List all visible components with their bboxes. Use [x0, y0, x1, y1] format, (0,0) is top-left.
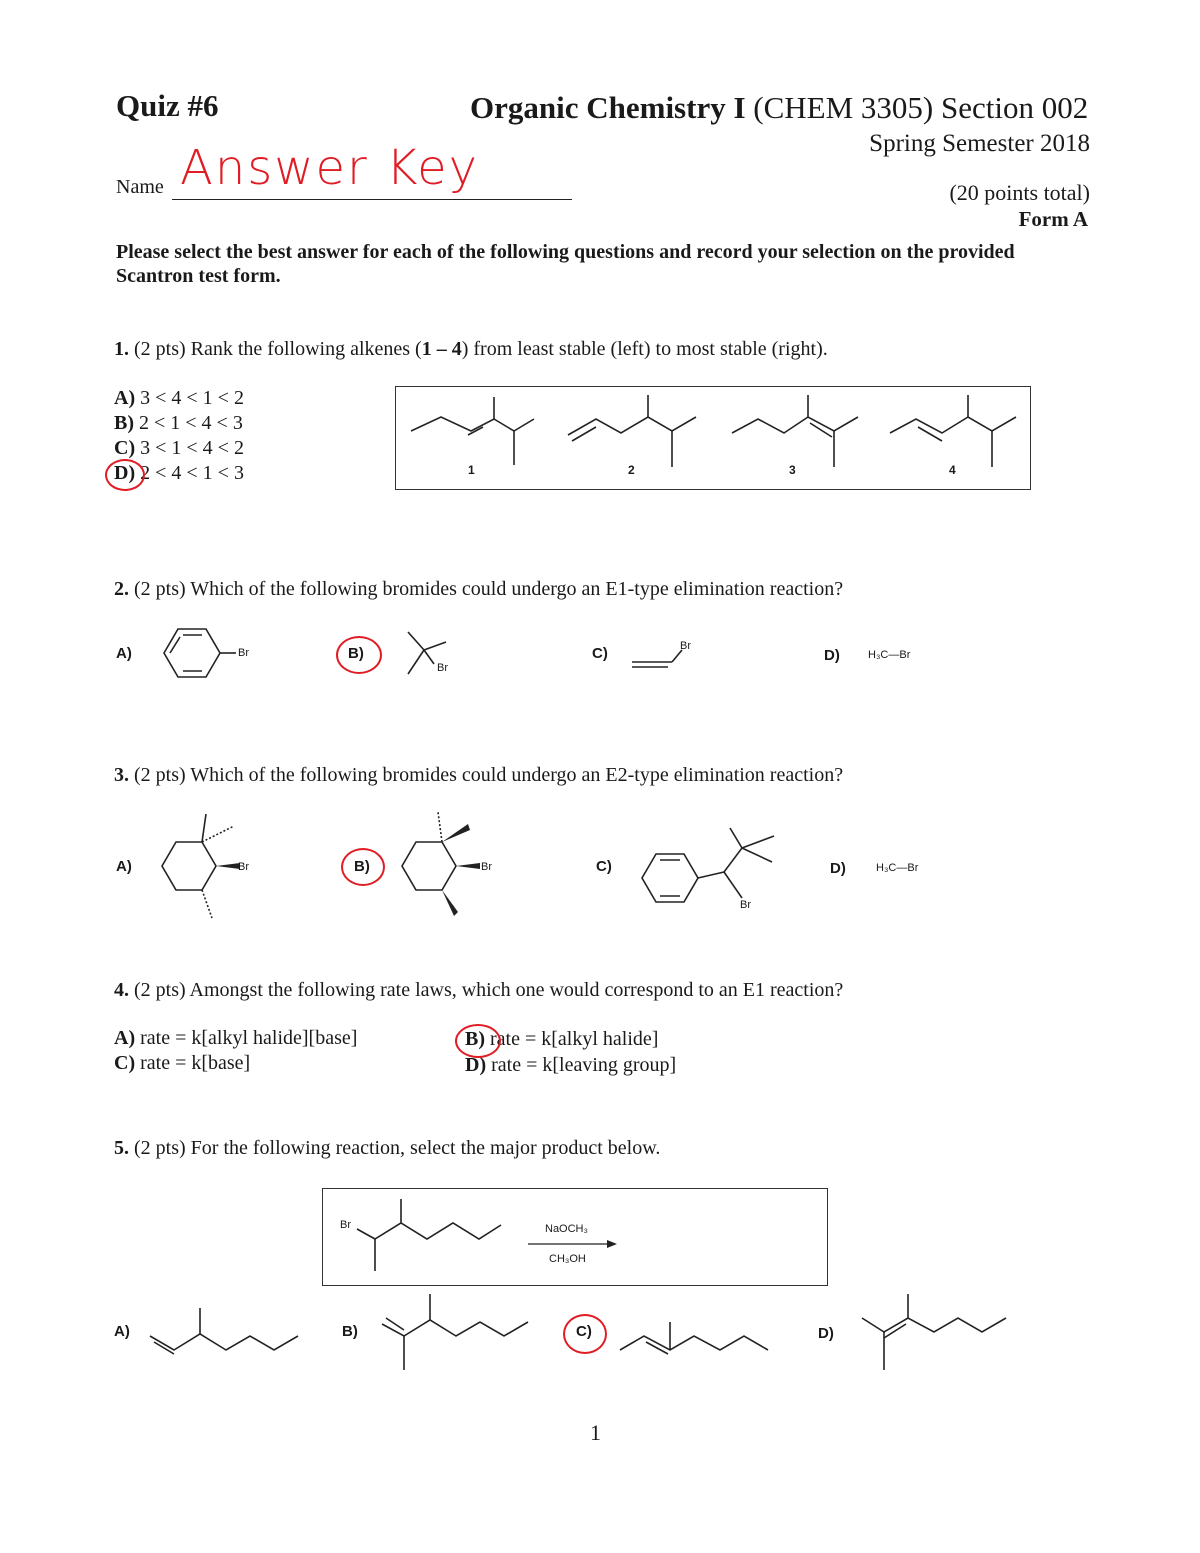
name-value-handwritten: Answer Key: [180, 140, 480, 196]
q2-option-a[interactable]: A): [116, 645, 132, 662]
answer-circle: [455, 1024, 501, 1058]
question-1: [114, 338, 828, 361]
question-text: (2 pts) Amongst the following rate laws, which one would correspond to an E1 reaction?: [134, 979, 844, 1001]
choice-letter: A): [114, 1027, 136, 1049]
product-c-structure: [616, 1300, 776, 1360]
structure-label-4: 4: [949, 463, 956, 477]
product-a-structure: [146, 1300, 306, 1360]
question-text: (2 pts) Which of the following bromides could undergo an E2-type elimination reaction?: [134, 764, 844, 786]
q5-reaction-box: [322, 1188, 828, 1286]
question-number: 1.: [114, 338, 129, 360]
course-name: Organic Chemistry I: [470, 90, 746, 125]
choice-text: rate = k[alkyl halide]: [490, 1028, 659, 1050]
q1-choice-a[interactable]: [114, 386, 244, 411]
question-range: 1 – 4: [421, 338, 462, 360]
q4-choice-a[interactable]: [114, 1027, 357, 1050]
points-total: (20 points total): [949, 180, 1090, 205]
form-label: Form A: [1018, 207, 1088, 231]
q1-choice-b[interactable]: [114, 411, 244, 436]
tert-butyl-bromide-structure: [400, 628, 460, 678]
br-label: Br: [481, 861, 492, 873]
q2-option-b[interactable]: B): [348, 645, 364, 662]
br-label: Br: [437, 662, 448, 674]
br-label: Br: [740, 899, 751, 911]
br-label: Br: [340, 1219, 351, 1231]
methyl-bromide-label: H₃C—Br: [876, 862, 919, 874]
choice-text: 3 < 4 < 1 < 2: [140, 387, 244, 409]
choice-letter: C): [114, 1052, 136, 1074]
question-number: 5.: [114, 1137, 129, 1159]
choice-letter: B): [114, 412, 134, 434]
reagent-top: NaOCH₃: [545, 1223, 588, 1235]
choice-text: 3 < 1 < 4 < 2: [140, 437, 244, 459]
q3-option-b[interactable]: B): [354, 858, 370, 875]
q1-choice-c[interactable]: [114, 436, 244, 461]
q4-choice-d[interactable]: [465, 1054, 676, 1077]
q5-option-d[interactable]: D): [818, 1325, 834, 1342]
benzyl-bromide-structure: [638, 822, 778, 906]
question-5: [114, 1137, 660, 1160]
answer-circle: [105, 459, 145, 491]
choice-text: 2 < 1 < 4 < 3: [139, 412, 243, 434]
answer-circle: [341, 848, 385, 886]
alkene-3: [732, 395, 858, 467]
alkene-4: [890, 395, 1016, 467]
q2-option-c[interactable]: C): [592, 645, 608, 662]
choice-letter: C): [114, 437, 136, 459]
q5-option-b[interactable]: B): [342, 1323, 358, 1340]
q5-option-c[interactable]: C): [576, 1323, 592, 1340]
choice-letter: D): [114, 462, 136, 484]
q2-option-d[interactable]: D): [824, 647, 840, 664]
q5-option-a[interactable]: A): [114, 1323, 130, 1340]
question-3: [114, 764, 843, 787]
name-underline: [172, 199, 572, 200]
alkene-2: [568, 395, 696, 467]
question-text-end: ) from least stable (left) to most stable (right).: [461, 338, 828, 360]
question-4: [114, 979, 843, 1002]
methyl-bromide-label: H₃C—Br: [868, 649, 911, 661]
choice-text: rate = k[base]: [140, 1052, 251, 1074]
course-section: (CHEM 3305) Section 002: [753, 90, 1089, 125]
br-label: Br: [238, 647, 249, 659]
product-b-structure: [378, 1290, 538, 1374]
choice-text: 2 < 4 < 1 < 3: [140, 462, 244, 484]
answer-circle: [563, 1314, 607, 1354]
vinyl-bromide-structure: [628, 640, 688, 670]
question-2: [114, 578, 843, 601]
choice-letter: D): [465, 1054, 487, 1076]
course-title: [470, 90, 1088, 126]
page-number: 1: [590, 1420, 601, 1445]
structure-label-3: 3: [789, 463, 796, 477]
question-text: (2 pts) Which of the following bromides could undergo an E1-type elimination reaction?: [134, 578, 844, 600]
instructions: Please select the best answer for each of the following questions and record your selection on the provided Scantron test form.: [116, 241, 1015, 287]
question-number: 3.: [114, 764, 129, 786]
structure-label-1: 1: [468, 463, 475, 477]
structure-label-2: 2: [628, 463, 635, 477]
q3-option-a[interactable]: A): [116, 858, 132, 875]
reaction-scheme: [323, 1189, 827, 1285]
choice-letter: A): [114, 387, 136, 409]
alkene-1: [411, 397, 534, 465]
choice-letter: B): [465, 1028, 485, 1050]
answer-circle: [336, 636, 382, 674]
question-number: 4.: [114, 979, 129, 1001]
q1-structures-box: [395, 386, 1031, 490]
choice-text: rate = k[leaving group]: [491, 1054, 677, 1076]
br-label: Br: [680, 640, 691, 652]
question-text: (2 pts) Rank the following alkenes (: [134, 338, 422, 360]
q3-option-d[interactable]: D): [830, 860, 846, 877]
q3-option-c[interactable]: C): [596, 858, 612, 875]
reagent-bottom: CH₃OH: [549, 1253, 586, 1265]
question-text: (2 pts) For the following reaction, select the major product below.: [134, 1137, 661, 1159]
name-label: Name: [116, 176, 164, 198]
choice-text: rate = k[alkyl halide][base]: [140, 1027, 358, 1049]
product-d-structure: [858, 1290, 1018, 1374]
quiz-title: Quiz #6: [116, 88, 219, 123]
br-label: Br: [238, 861, 249, 873]
question-number: 2.: [114, 578, 129, 600]
semester: Spring Semester 2018: [869, 130, 1090, 157]
alkene-structures: [396, 387, 1030, 489]
q4-choice-c[interactable]: [114, 1052, 250, 1075]
